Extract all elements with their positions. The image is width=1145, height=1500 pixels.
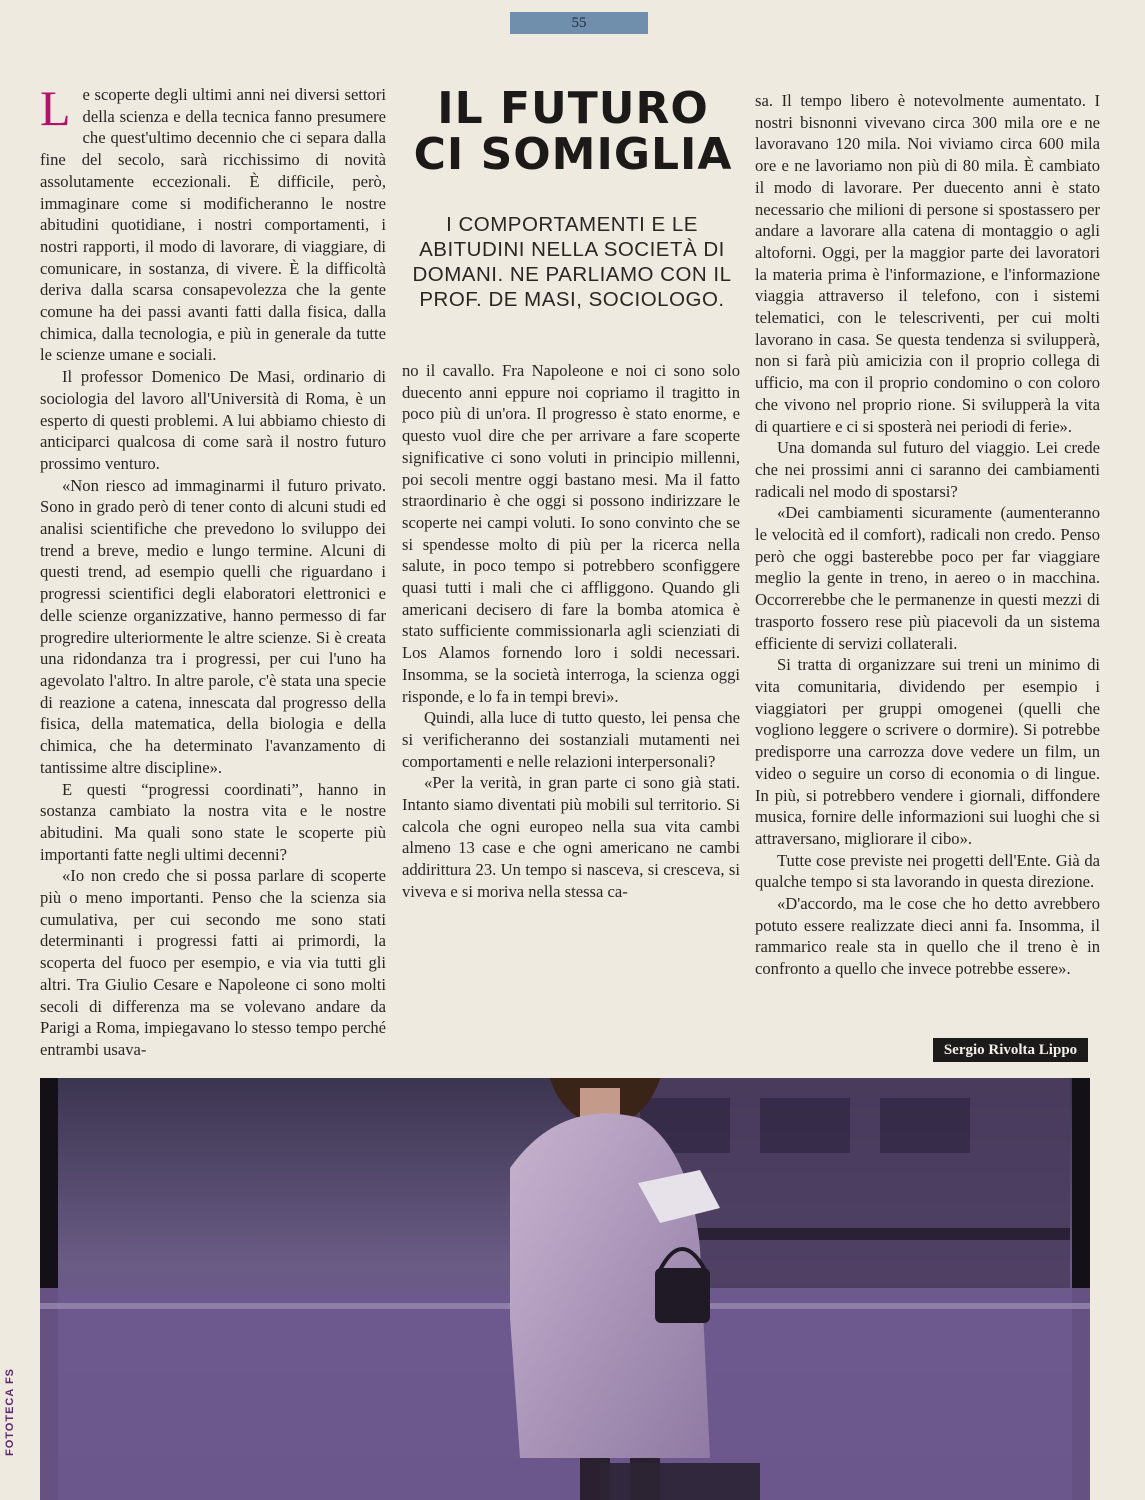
article-column-1 xyxy=(40,80,386,1061)
paragraph: Tutte cose previste nei progetti dell'Ente. Già da qualche tempo si sta lavorando in questa direzione. xyxy=(755,850,1100,892)
paragraph: Le scoperte degli ultimi anni nei diversi settori della scienza e della tecnica fanno presumere che quest'ultimo decennio che ci separa dalla fine del secolo, sarà ricchissimo di novità assolutamente eccezionali. È difficile, però, immaginare come si modificheranno le nostre abitudini quotidiane, i nostri comportamenti, i nostri rapporti, il modo di lavorare, di viaggiare, di comunicare, in sostanza, di vivere. È la difficoltà deriva dalla scarsa consapevolezza che la gente comune ha dei passi avanti fatti dalla fisica, dalla chimica, dalla tecnologia, e più in generale da tutte le scienze umane e sociali. xyxy=(40,80,386,365)
paragraph: Una domanda sul futuro del viaggio. Lei crede che nei prossimi anni ci saranno dei cambiamenti radicali nel modo di spostarsi? xyxy=(755,438,1100,501)
article-photo xyxy=(40,1078,1090,1500)
paragraph: «Dei cambiamenti sicuramente (aumenteranno le velocità ed il comfort), radicali non credo. Penso però che oggi basterebbe poco per far viaggiare meglio la gente in treno, in aereo o in macchina. Occorrerebbe che le permanenze in questi mezzi di trasporto fossero rese più piacevoli da un sistema efficiente di servizi collaterali. xyxy=(755,503,1100,653)
author-byline: Sergio Rivolta Lippo xyxy=(933,1038,1088,1062)
paragraph: no il cavallo. Fra Napoleone e noi ci sono solo duecento anni eppure noi copriamo il tragitto in poco più di un'ora. Il progresso è stato enorme, e questo vuol dire che per arrivare a fare scoperte significative ci sono voluti in principio millenni, poi secoli mentre oggi bastano mesi. Ma il fatto straordinario è che oggi si possono indirizzare le scoperte nei campi voluti. Io sono convinto che se si spendesse molto di più per la ricerca nella salute, in poco tempo si potrebbero sconfiggere quasi tutti i mali che ci affliggono. Quando gli americani decisero di fare la bomba atomica è stato sufficiente commissionarla agli scienziati di Los Alamos fornendo loro i soldi necessari. Insomma, se la società interroga, la scienza oggi risponde, e lo fa in tempi brevi». xyxy=(402,361,740,706)
title-line: IL FUTURO xyxy=(437,83,709,134)
paragraph: E questi “progressi coordinati”, hanno in sostanza cambiato la nostra vita e le nostre abitudini. Ma quali sono state le scoperte più importanti fatte negli ultimi decenni? xyxy=(40,779,386,864)
paragraph: «Io non credo che si possa parlare di scoperte più o meno importanti. Penso che la scienza sia cumulativa, per cui secondo me sono stati determinanti i progressi fatti ai primordi, la scoperta del fuoco per esempio, e via via tutti gli altri. Tra Giulio Cesare e Napoleone ci sono molti secoli di differenza ma se volevano andare da Parigi a Roma, impiegavano lo stesso tempo perché entrambi usava- xyxy=(40,866,386,1059)
woman-reading-on-platform-illustration xyxy=(40,1078,1090,1500)
article-column-2 xyxy=(402,360,740,903)
paragraph: Il professor Domenico De Masi, ordinario di sociologia del lavoro all'Università di Roma, è un esperto di questi problemi. A lui abbiamo chiesto di anticiparci qualcosa di come sarà il nostro futuro prossimo venturo. xyxy=(40,367,386,473)
paragraph: sa. Il tempo libero è notevolmente aumentato. I nostri bisnonni vivevano circa 300 mila ore e ne lavoravano 120 mila. Noi viviamo circa 600 mila ore e ne lavoriamo non più di 80 mila. È cambiato il modo di lavorare. Per duecento anni è stato necessario che milioni di persone si spostassero per andare a lavorare alla catena di montaggio o agli altoforni. Oggi, per la maggior parte dei lavoratori la materia prima è l'informazione, e l'informazione viaggia attraverso il telefono, con i sistemi telematici, con le telescriventi, per cui molti lavorano in casa. Se questa tendenza si svilupperà, non si farà più amicizia con il proprio collega di ufficio, ma con il proprio condomino o con coloro che vivono nel proprio rione. Si svilupperà la vita di quartiere e ci si sposterà nei periodi di ferie». xyxy=(755,91,1100,436)
page-number: 55 xyxy=(510,12,648,34)
paragraph: Quindi, alla luce di tutto questo, lei pensa che si verificheranno dei sostanziali mutamenti nei comportamenti e nelle relazioni interpersonali? xyxy=(402,708,740,771)
article-column-3 xyxy=(755,90,1100,980)
photo-credit: FOTOTECA FS xyxy=(4,1368,16,1456)
article-title xyxy=(398,83,748,180)
paragraph: «D'accordo, ma le cose che ho detto avrebbero potuto essere realizzate dieci anni fa. Insomma, il rammarico reale sta in quello che il treno è in confronto a quello che invece potrebbe essere». xyxy=(755,894,1100,979)
drop-cap: L xyxy=(40,80,71,136)
paragraph: «Per la verità, in gran parte ci sono già stati. Intanto siamo diventati più mobili sul territorio. Si calcola che ogni europeo nella sua vita cambi almeno 13 case e che ogni americano ne cambi addirittura 23. Un tempo si nasceva, si cresceva, si viveva e si moriva nella stessa ca- xyxy=(402,773,740,901)
article-subtitle: I COMPORTAMENTI E LE ABITUDINI NELLA SOCIETÀ DI DOMANI. NE PARLIAMO CON IL PROF. DE MASI, SOCIOLOGO. xyxy=(412,213,732,311)
title-line: CI SOMIGLIA xyxy=(413,129,733,180)
paragraph: Si tratta di organizzare sui treni un minimo di vita comunitaria, dividendo per esempio i viaggiatori per gruppi omogenei (quelli che vogliono leggere o scrivere o dormire). Si potrebbe predisporre una carrozza dove vedere un film, un video o seguire un corso di economia o di lingue. In più, si potrebbero vendere i giornali, diffondere musica, fornire delle informazioni sui luoghi che si attraversano, migliorare il cibo». xyxy=(755,655,1100,848)
paragraph: «Non riesco ad immaginarmi il futuro privato. Sono in grado però di tener conto di alcuni studi ed analisi scientifiche che prevedono lo sviluppo dei trend a breve, medio e lungo termine. Alcuni di questi trend, ad esempio quelli che riguardano i progressi scientifici degli elaboratori elettronici e delle scienze organizzative, hanno permesso di far progredire ulteriormente le altre scienze. Si è creata una ridondanza tra i progressi, per cui l'uno ha agevolato l'altro. In altre parole, c'è stata una specie di reazione a catena, innescata dal progresso della fisica, della matematica, della biologia e della chimica, che ha determinato l'avanzamento di tantissime altre discipline». xyxy=(40,475,386,777)
